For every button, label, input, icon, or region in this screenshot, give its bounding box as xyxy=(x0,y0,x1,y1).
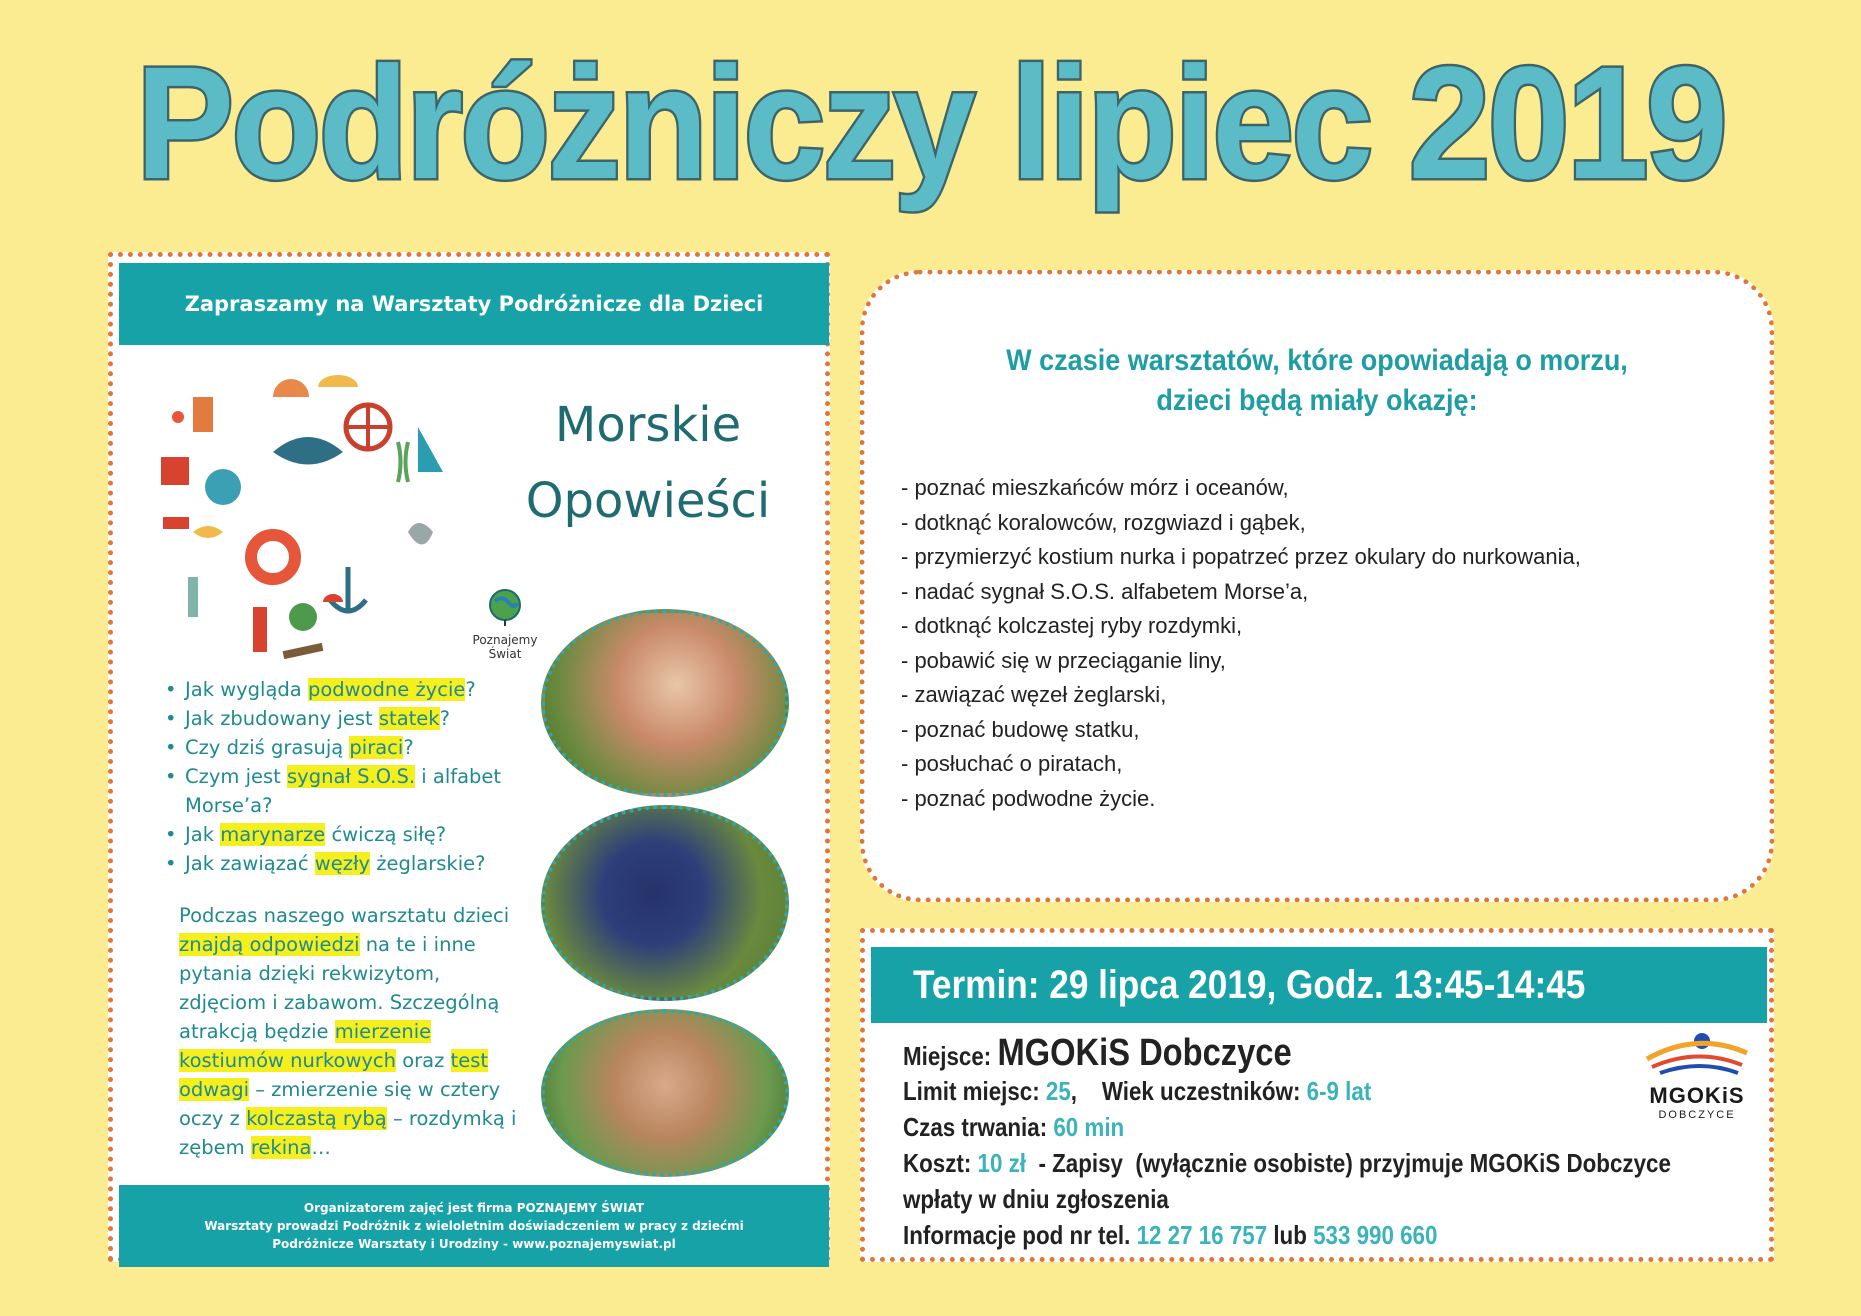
heading-line-2: Opowieści xyxy=(525,473,771,529)
swim-shorts-icon xyxy=(161,457,189,485)
list-item: • Czy dziś grasują piraci? xyxy=(165,733,510,762)
activities-heading: W czasie warsztatów, które opowiadają o morzu, dzieci będą miały okazję: xyxy=(1006,344,1628,417)
list-item: - przymierzyć kostium nurka i popatrzeć przez okulary do nurkowania, xyxy=(901,544,1581,569)
list-item: - pobawić się w przeciąganie liny, xyxy=(901,647,1226,673)
turtle-icon xyxy=(289,603,317,631)
workshop-description: Podczas naszego warsztatu dzieci znajdą odpowiedzi na te i inne pytania dzięki rekwizytom, zdjęciom i zabawom. Szczególną atrakcją będzie mierzenie kostiumów nurkowych oraz test odwagi – zmierzenie się w cztery oczy z kolczastą rybą – rozdymką i zębem rekina… xyxy=(179,904,517,1159)
crab-icon xyxy=(323,594,343,602)
activities-list xyxy=(901,471,1581,816)
list-item: - poznać podwodne życie. xyxy=(901,785,1156,811)
event-details-box xyxy=(860,928,1774,1262)
list-item: • Czym jest sygnał S.O.S. i alfabet Morse’a? xyxy=(165,762,510,820)
mgokis-swoosh-icon xyxy=(1642,1029,1752,1079)
logo-name: MGOKiS xyxy=(1649,1083,1745,1108)
footer-line-1: Organizatorem zajęć jest firma POZNAJEMY ŚWIAT xyxy=(303,1201,645,1215)
oxygen-tanks-icon xyxy=(193,397,213,432)
activities-box xyxy=(860,270,1774,902)
photo-child-pufferfish xyxy=(541,609,789,797)
questions-list xyxy=(165,675,510,878)
seagull-icon xyxy=(408,523,433,545)
starfish-icon xyxy=(172,411,184,423)
fish-icon xyxy=(193,526,223,538)
whale-icon xyxy=(273,437,343,465)
duration-line: Czas trwania: 60 min xyxy=(903,1112,1125,1142)
limit-line: Limit miejsc: 25, Wiek uczestników: 6-9 lat xyxy=(903,1076,1372,1106)
logo-subtitle: DOBCZYCE xyxy=(1658,1109,1736,1121)
list-item: - poznać mieszkańców mórz i oceanów, xyxy=(901,475,1289,500)
sailboat-icon xyxy=(418,427,443,472)
poznajemy-swiat-logo xyxy=(465,587,545,661)
cost-line: Koszt: 10 zł - Zapisy (wyłącznie osobiste) przyjmuje MGOKiS Dobczyce xyxy=(903,1148,1671,1178)
event-date: Termin: 29 lipca 2019, Godz. 13:45-14:45 xyxy=(913,963,1586,1007)
lifebuoy-icon xyxy=(251,535,295,579)
list-item: • Jak marynarze ćwiczą siłę? xyxy=(165,820,510,849)
octopus-icon xyxy=(205,469,241,505)
photo-children-playing xyxy=(541,1009,789,1177)
list-item: - poznać budowę statku, xyxy=(901,716,1140,742)
contact-line: Informacje pod nr tel. 12 27 16 757 lub 533 990 660 xyxy=(903,1220,1438,1250)
mgokis-logo xyxy=(1637,1029,1757,1129)
heading-line-1: Morskie xyxy=(554,397,742,453)
lighthouse-icon xyxy=(253,607,267,652)
list-item: - dotknąć kolczastej ryby rozdymki, xyxy=(901,613,1243,638)
flyer-footer xyxy=(119,1185,829,1267)
bottle-icon xyxy=(188,577,198,617)
globe-icon xyxy=(485,587,525,627)
flyer-header: Zapraszamy na Warsztaty Podróżnicze dla Dzieci xyxy=(119,263,829,345)
list-item: - posłuchać o piratach, xyxy=(901,751,1123,776)
flyer-heading xyxy=(483,387,813,539)
list-item: - nadać sygnał S.O.S. alfabetem Morse’a, xyxy=(901,578,1309,604)
photo-child-diving-suit xyxy=(541,805,789,1001)
list-item: • Jak wygląda podwodne życie? xyxy=(165,675,510,704)
seaweed-icon xyxy=(398,442,408,482)
list-item: - zawiązać węzeł żeglarski, xyxy=(901,682,1167,707)
page-title: Podróżniczy lipiec 2019 xyxy=(135,33,1726,212)
footer-line-3: Podróżnicze Warsztaty i Urodziny - www.poznajemyswiat.pl xyxy=(272,1237,676,1251)
list-item: - dotknąć koralowców, rozgwiazd i gąbek, xyxy=(901,509,1306,535)
brand-label: Poznajemy Świat xyxy=(472,633,538,661)
sea-icons-collage xyxy=(153,357,453,677)
footer-line-2: Warsztaty prowadzi Podróżnik z wieloletnim doświadczeniem w pracy z dziećmi xyxy=(204,1219,744,1233)
anchor-icon xyxy=(330,567,366,612)
workshop-flyer xyxy=(108,252,830,1262)
jellyfish-icon xyxy=(273,379,309,397)
list-item: • Jak zbudowany jest statek? xyxy=(165,704,510,733)
payment-line: wpłaty w dniu zgłoszenia xyxy=(903,1184,1169,1214)
list-item: • Jak zawiązać węzły żeglarskie? xyxy=(165,849,510,878)
telescope-icon xyxy=(283,643,324,659)
location-line: Miejsce: MGOKiS Dobczyce xyxy=(903,1032,1292,1074)
snorkel-mask-icon xyxy=(163,517,189,529)
submarine-icon xyxy=(318,375,358,387)
